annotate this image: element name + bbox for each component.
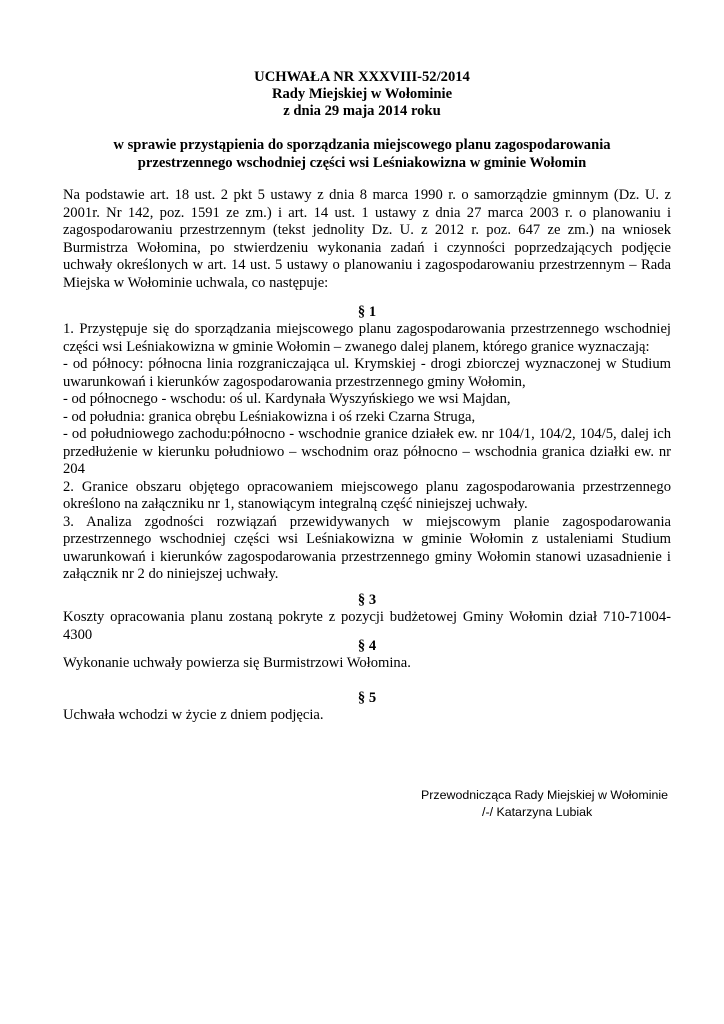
section-3-heading: § 3	[357, 592, 377, 608]
signature-role: Przewodnicząca Rady Miejskiej w Wołominie	[421, 788, 668, 802]
section-4-text: Wykonanie uchwały powierza się Burmistrzowi Wołomina.	[63, 655, 411, 671]
resolution-date: z dnia 29 maja 2014 roku	[283, 103, 441, 119]
signature-name: /-/ Katarzyna Lubiak	[482, 805, 593, 819]
resolution-subject	[0, 136, 724, 172]
signature-block	[350, 787, 670, 821]
section-3-text: Koszty opracowania planu zostaną pokryte z pozycji budżetowej Gminy Wołomin dział 710-71004-4300	[63, 609, 671, 643]
section-1-body	[63, 321, 671, 584]
boundary-northeast: - od północnego - wschodu: oś ul. Kardynała Wyszyńskiego we wsi Majdan,	[63, 391, 511, 407]
resolution-title: UCHWAŁA NR XXXVIII-52/2014	[254, 69, 470, 85]
resolution-header	[0, 69, 724, 120]
section-5-text: Uchwała wchodzi w życie z dniem podjęcia.	[63, 707, 324, 723]
boundary-south: - od południa: granica obrębu Leśniakowizna i oś rzeki Czarna Struga,	[63, 408, 476, 425]
preamble: Na podstawie art. 18 ust. 2 pkt 5 ustawy z dnia 8 marca 1990 r. o samorządzie gminnym (Dz. U. z 2001r. Nr 142, poz. 1591 ze zm.) i art. 14 ust. 1 ustawy z dnia 27 marca 2003 r. o planowaniu i zagospodarowaniu przestrzennym (tekst jednolity Dz. U. z 2012 r. poz. 647 ze zm.) na wniosek Burmistrza Wołomina, po stwierdzeniu wykonania zadań i czynności poprzedzających podjęcie uchwały określonych w art. 14 ust. 5 ustawy o planowaniu i zagospodarowaniu przestrzennym – Rada Miejska w Wołominie uchwala, co następuje:	[63, 187, 671, 291]
issuing-body: Rady Miejskiej w Wołominie	[271, 86, 453, 102]
section-1-point-3: 3. Analiza zgodności rozwiązań przewidywanych w miejscowym planie zagospodarowania przestrzennego wschodniej części wsi Leśniakowizna w gminie Wołomin z ustaleniami Studium uwarunkowań i kierunków zagospodarowania przestrzennego gminy Wołomin stanowi uzasadnienie i załącznik nr 2 do niniejszej uchwały.	[63, 513, 671, 582]
section-4-heading: § 4	[357, 638, 377, 654]
subject-line-1: w sprawie przystąpienia do sporządzania miejscowego planu zagospodarowania	[113, 137, 611, 153]
boundary-north: - od północy: północna linia rozgraniczająca ul. Krymskiej - drogi zbiorczej wyznaczonej w Studium uwarunkowań i kierunków zagospodarowania przestrzennego gminy Wołomin,	[63, 356, 671, 390]
subject-line-2: przestrzennego wschodniej części wsi Leśniakowizna w gminie Wołomin	[137, 155, 587, 171]
section-1-heading: § 1	[357, 304, 377, 320]
section-1-point-2: 2. Granice obszaru objętego opracowaniem miejscowego planu zagospodarowania przestrzennego określono na załączniku nr 1, stanowiącym integralną część niniejszej uchwały.	[63, 478, 671, 512]
boundary-southwest: - od południowego zachodu:północno - wschodnie granice działek ew. nr 104/1, 104/2, 104/5, dalej ich przedłużenie w kierunku południowo – wschodnim oraz północno – wschodnia granica działki ew. nr 204	[63, 426, 671, 477]
section-5-heading: § 5	[357, 690, 377, 706]
section-1-point-1: 1. Przystępuje się do sporządzania miejscowego planu zagospodarowania przestrzennego wschodniej części wsi Leśniakowizna w gminie Wołomin – zwanego dalej planem, którego granice wyznaczają:	[63, 321, 671, 355]
